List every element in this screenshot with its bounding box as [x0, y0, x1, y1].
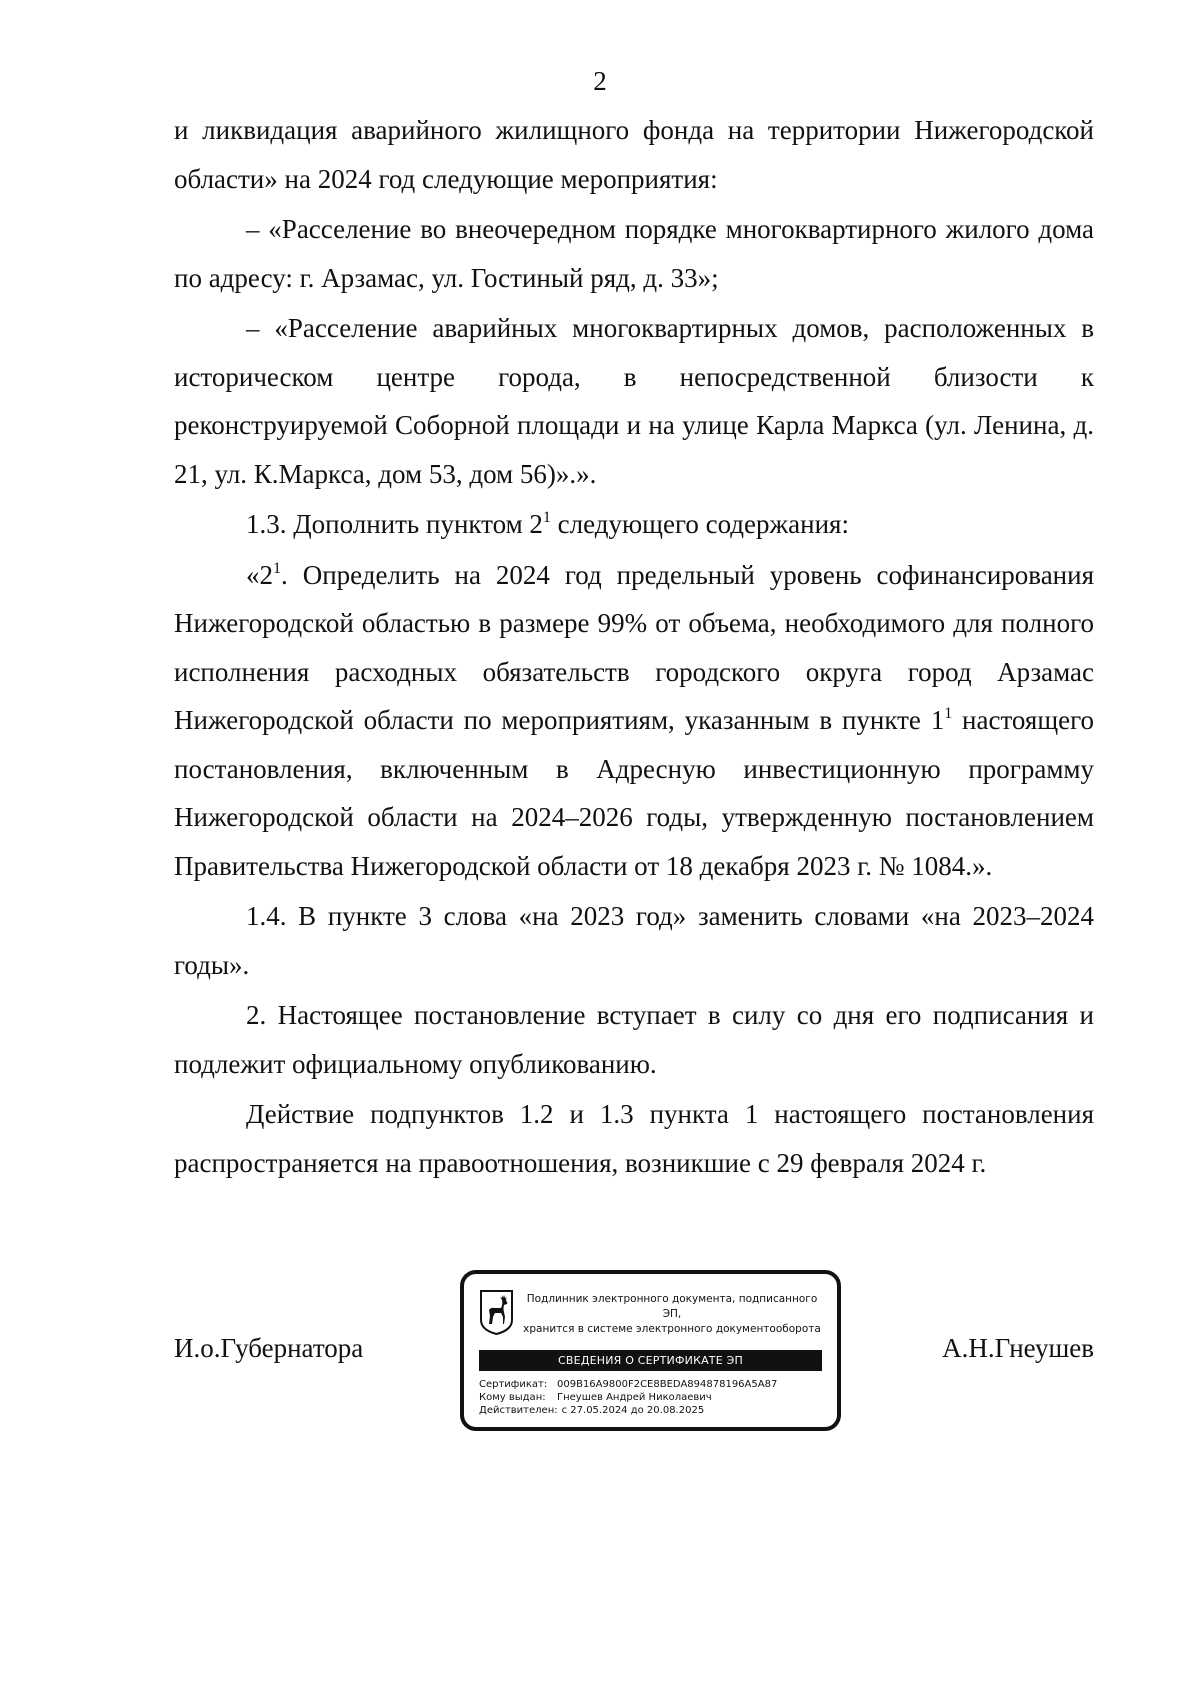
stamp-header — [522, 1292, 822, 1337]
stamp-header-line: Подлинник электронного документа, подписанного ЭП, — [526, 1293, 818, 1320]
superscript: 1 — [542, 509, 551, 526]
paragraph-2-1-text-c: настоящего постановления, включенным в Адресную инвестиционную программу Нижегородской области на 2024–2026 годы, утвержденную постановлением Правительства Нижегородской области от 18 декабря 2023 г. № 1084.». — [174, 705, 1094, 881]
stamp-valid-row — [479, 1404, 829, 1417]
stamp-valid-label: Действителен: — [479, 1405, 558, 1416]
stamp-cert-label: Сертификат: — [479, 1379, 548, 1390]
stamp-header-line: хранится в системе электронного документооборота — [523, 1323, 821, 1335]
superscript: 1 — [944, 705, 953, 722]
stamp-issued-label: Кому выдан: — [479, 1392, 546, 1403]
paragraph-2-1 — [174, 551, 1094, 891]
stamp-title-bar: СВЕДЕНИЯ О СЕРТИФИКАТЕ ЭП — [479, 1350, 822, 1371]
paragraph-2-1-text-a: «2 — [246, 559, 273, 590]
paragraph-1-3-text-b: следующего содержания: — [550, 509, 849, 539]
superscript: 1 — [273, 559, 281, 577]
stamp-cert-value: 009B16A9800F2CE8BEDA894878196A5A87 — [557, 1379, 778, 1390]
paragraph-1-3-text-a: 1.3. Дополнить пунктом 2 — [246, 509, 543, 539]
signer-position: И.о.Губернатора — [174, 1333, 364, 1363]
stamp-valid-value: с 27.05.2024 до 20.08.2025 — [561, 1405, 705, 1416]
paragraph-1-3 — [174, 500, 1094, 549]
signer-name: А.Н.Гнеушев — [942, 1333, 1094, 1363]
paragraph-1-4: 1.4. В пункте 3 слова «на 2023 год» заменить словами «на 2023–2024 годы». — [174, 901, 1094, 980]
paragraph-effective: Действие подпунктов 1.2 и 1.3 пункта 1 настоящего постановления распространяется на правоотношения, возникшие с 29 февраля 2024 г. — [174, 1099, 1094, 1178]
stamp-certificate-info — [479, 1378, 829, 1417]
deer-emblem-icon — [480, 1290, 513, 1335]
paragraph-item-dash-1: – «Расселение во внеочередном порядке многоквартирного жилого дома по адресу: г. Арзамас, ул. Гостиный ряд, д. 33»; — [174, 214, 1094, 293]
paragraph-2-1-text-b: . Определить на 2024 год предельный уровень софинансирования Нижегородской областью в размере 99% от объема, необходимого для полного исполнения расходных обязательств городского округа город Арзамас Нижегородской области по мероприятиям, указанным в пункте 1 — [174, 559, 1094, 735]
stamp-issued-row — [479, 1391, 829, 1404]
document-body — [174, 106, 1094, 1187]
stamp-cert-row — [479, 1378, 829, 1391]
paragraph-2: 2. Настоящее постановление вступает в силу со дня его подписания и подлежит официальному опубликованию. — [174, 1000, 1094, 1079]
paragraph-continuation: и ликвидация аварийного жилищного фонда на территории Нижегородской области» на 2024 год следующие мероприятия: — [174, 115, 1094, 194]
stamp-issued-value: Гнеушев Андрей Николаевич — [557, 1392, 712, 1403]
page-number: 2 — [593, 66, 607, 96]
e-signature-stamp — [460, 1270, 841, 1431]
paragraph-item-dash-2: – «Расселение аварийных многоквартирных домов, расположенных в историческом центре города, в непосредственной близости к реконструируемой Соборной площади и на улице Карла Маркса (ул. Ленина, д. 21, ул. К.Маркса, дом 53, дом 56)».». — [174, 313, 1094, 489]
